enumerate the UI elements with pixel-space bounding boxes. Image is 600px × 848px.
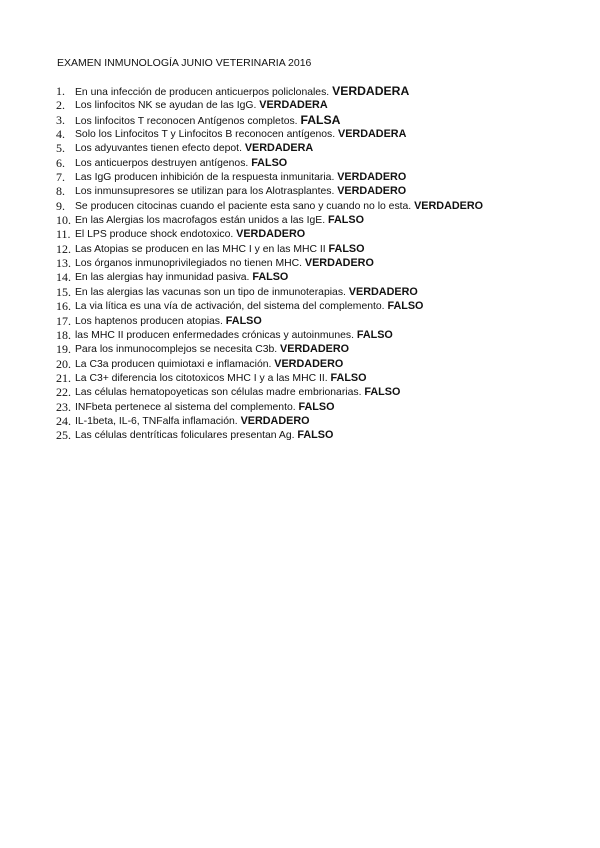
question-body	[75, 242, 365, 257]
question-item	[0, 256, 600, 270]
answer-label: FALSO	[364, 386, 401, 399]
answer-label: FALSO	[297, 429, 334, 442]
question-number: 1.	[56, 84, 65, 98]
question-item	[0, 98, 600, 112]
answer-label: VERDADERO	[280, 343, 350, 356]
question-number: 18.	[56, 327, 71, 342]
question-text: Las IgG producen inhibición de la respuesta inmunitaria.	[75, 172, 338, 184]
answer-label: FALSO	[298, 400, 335, 413]
question-item	[0, 414, 600, 428]
answer-label: FALSO	[387, 300, 424, 313]
question-text: En una infección de producen anticuerpos policlonales.	[75, 87, 333, 98]
question-item	[0, 385, 600, 399]
question-body	[75, 299, 423, 314]
question-number: 3.	[56, 112, 65, 127]
answer-label: FALSO	[251, 156, 288, 169]
question-item	[0, 270, 600, 284]
question-text: IL-1beta, IL-6, TNFalfa inflamación.	[75, 415, 241, 427]
question-item	[0, 328, 600, 342]
question-item	[0, 400, 600, 414]
answer-label: VERDADERO	[414, 199, 484, 212]
question-list	[0, 84, 600, 443]
answer-label: FALSO	[356, 328, 393, 341]
question-item	[0, 127, 600, 141]
question-number: 10.	[56, 213, 71, 228]
question-number: 14.	[56, 270, 71, 285]
document-title: EXAMEN INMUNOLOGÍA JUNIO VETERINARIA 2016	[57, 57, 312, 69]
question-text: Las Atopias se producen en las MHC I y en las MHC II	[75, 243, 329, 255]
question-number: 21.	[56, 370, 71, 385]
question-number: 20.	[56, 356, 71, 371]
question-text: Los linfocitos T reconocen Antígenos completos.	[75, 115, 301, 127]
question-number: 15.	[56, 284, 71, 299]
answer-label: FALSA	[300, 112, 341, 127]
question-item	[0, 285, 600, 299]
answer-label: VERDADERA	[244, 142, 314, 155]
question-number: 19.	[56, 342, 71, 357]
question-text: En las alergias hay inmunidad pasiva.	[75, 272, 253, 284]
answer-label: VERDADERO	[337, 171, 407, 184]
question-text: En las Alergias los macrofagos están unidos a las IgE.	[75, 215, 328, 227]
question-item	[0, 156, 600, 170]
answer-label: VERDADERA	[259, 99, 328, 112]
question-item	[0, 428, 600, 442]
question-body	[75, 170, 406, 185]
question-item	[0, 242, 600, 256]
answer-label: FALSO	[225, 314, 262, 327]
question-body	[75, 414, 310, 429]
question-number: 12.	[56, 241, 71, 256]
question-body	[75, 156, 287, 171]
question-item	[0, 141, 600, 155]
question-text: Las células dentríticas foliculares presentan Ag.	[75, 430, 298, 442]
question-body	[75, 227, 305, 242]
question-body	[75, 285, 418, 300]
question-item	[0, 371, 600, 385]
answer-label: VERDADERO	[337, 185, 407, 198]
question-text: INFbeta pertenece al sistema del complemento.	[75, 401, 299, 413]
question-text: Los haptenos producen atopias.	[75, 315, 226, 327]
answer-label: VERDADERO	[240, 414, 310, 427]
question-number: 11.	[56, 227, 71, 242]
question-body	[75, 385, 400, 400]
question-body	[75, 98, 328, 113]
question-number: 4.	[56, 127, 65, 142]
question-text: Los adyuvantes tienen efecto depot.	[75, 143, 245, 155]
question-item	[0, 170, 600, 184]
question-item	[0, 84, 600, 98]
question-body	[75, 184, 406, 199]
question-item	[0, 199, 600, 213]
question-number: 8.	[56, 184, 65, 199]
question-item	[0, 342, 600, 356]
question-text: Los linfocitos NK se ayudan de las IgG.	[75, 100, 260, 112]
answer-label: VERDADERO	[236, 228, 306, 241]
question-text: La via lítica es una vía de activación, del sistema del complemento.	[75, 301, 388, 313]
question-number: 6.	[56, 155, 65, 170]
answer-label: FALSO	[327, 214, 364, 227]
answer-label: VERDADERO	[304, 257, 374, 270]
question-text: Para los inmunocomplejos se necesita C3b.	[75, 344, 281, 356]
question-item	[0, 314, 600, 328]
question-item	[0, 227, 600, 241]
question-text: Los anticuerpos destruyen antígenos.	[75, 157, 252, 169]
question-number: 17.	[56, 313, 71, 328]
answer-label: VERDADERA	[338, 128, 407, 141]
question-item	[0, 213, 600, 227]
question-number: 23.	[56, 399, 71, 414]
question-body	[75, 342, 349, 357]
question-number: 25.	[56, 428, 71, 443]
question-number: 5.	[56, 141, 65, 156]
question-body	[75, 428, 333, 443]
question-item	[0, 299, 600, 313]
question-body	[75, 270, 288, 285]
question-text: las MHC II producen enfermedades crónicas y autoinmunes.	[75, 329, 357, 341]
question-body	[75, 141, 313, 156]
question-text: Solo los Linfocitos T y Linfocitos B reconocen antígenos.	[75, 129, 339, 141]
question-body	[75, 199, 483, 214]
question-number: 2.	[56, 98, 65, 113]
question-text: La C3a producen quimiotaxi e inflamación.	[75, 358, 275, 370]
answer-label: FALSO	[252, 271, 289, 284]
question-body	[75, 328, 393, 343]
answer-label: VERDADERO	[348, 285, 418, 298]
answer-label: VERDADERA	[332, 84, 410, 98]
question-text: Las células hematopoyeticas son células madre embrionarias.	[75, 387, 365, 399]
question-item	[0, 184, 600, 198]
question-body	[75, 127, 406, 142]
question-text: El LPS produce shock endotoxico.	[75, 229, 237, 241]
question-body	[75, 314, 262, 329]
question-body	[75, 400, 335, 415]
question-text: En las alergias las vacunas son un tipo de inmunoterapias.	[75, 286, 349, 298]
question-text: Se producen citocinas cuando el paciente esta sano y cuando no lo esta.	[75, 200, 415, 212]
question-body	[75, 213, 364, 228]
question-item	[0, 113, 600, 127]
question-text: Los órganos inmunoprivilegiados no tienen MHC.	[75, 258, 305, 270]
question-number: 24.	[56, 413, 71, 428]
question-number: 16.	[56, 299, 71, 314]
question-number: 22.	[56, 385, 71, 400]
question-body	[75, 256, 374, 271]
question-number: 9.	[56, 198, 65, 213]
question-number: 13.	[56, 256, 71, 271]
question-body	[75, 357, 343, 372]
question-text: Los inmunsupresores se utilizan para los Alotrasplantes.	[75, 186, 338, 198]
question-number: 7.	[56, 170, 65, 185]
answer-label: FALSO	[328, 242, 365, 255]
question-item	[0, 357, 600, 371]
question-body	[75, 371, 367, 386]
question-text: La C3+ diferencia los citotoxicos MHC I y a las MHC II.	[75, 372, 331, 384]
answer-label: VERDADERO	[274, 357, 344, 370]
answer-label: FALSO	[330, 371, 367, 384]
